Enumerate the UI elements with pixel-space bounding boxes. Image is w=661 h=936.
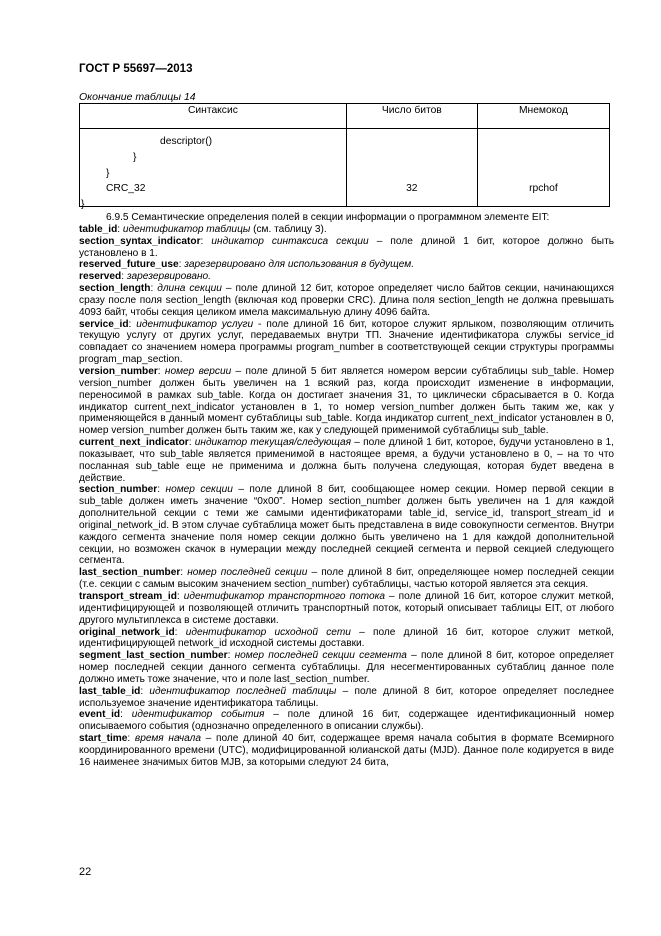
section-heading: 6.9.5 Семантические определения полей в секции информации о программном элементе EIT:: [106, 212, 550, 223]
definition-paragraph: section_length: длина секции – поле длиной 12 бит, которое определяет число байтов секции, начинающихся сразу после поля section_length (включая код проверки CRC). Длина поля section_length не должна превышать 4093 байт, чтобы секция целиком имела максимальную длину 4096 байта.: [79, 283, 614, 318]
field-name: section_length: [79, 283, 151, 295]
field-description: номер версии: [164, 365, 232, 377]
definition-paragraph: transport_stream_id: идентификатор транспортного потока – поле длиной 16 бит, которое служит меткой, идентифицирующей и позволяющей отличить транспортный поток, который описывает таблицы EIT, от любого другого мультиплекса в системе доставки.: [79, 591, 614, 626]
paragraph-text: – поле длиной 1 бит, которое должно быть установлено в 1.: [79, 235, 614, 259]
field-name: transport_stream_id: [79, 591, 177, 602]
paragraph-text: – поле длиной 8 бит, определяющее номер последней секции (т.е. секции с самым высоким значением section_number) субтаблицы, частью которой является эта секция.: [79, 567, 614, 591]
field-description: зарезервировано для использования в будущем.: [184, 259, 415, 271]
document-body: [79, 212, 614, 769]
code-line: }: [133, 152, 137, 163]
field-name: version_number: [79, 365, 158, 377]
field-description: индикатор синтаксиса секции: [211, 235, 369, 247]
code-line: descriptor(): [160, 136, 213, 147]
field-description: индикатор текущая/следующая: [194, 437, 352, 449]
field-description: длина секции: [157, 283, 222, 295]
field-description: идентификатор транспортного потока: [183, 591, 386, 602]
field-name: section_syntax_indicator: [79, 235, 201, 247]
field-name: reserved: [79, 271, 122, 283]
paragraph-text: – поле длиной 8 бит, которое определяет последнее используемое значение идентификатора таблицы.: [79, 685, 614, 709]
field-description: идентификатор события: [131, 709, 265, 721]
code-line: }: [106, 168, 110, 179]
field-description: номер секции: [165, 484, 233, 496]
field-description: номер последней секции: [187, 567, 308, 579]
definition-paragraph: event_id: идентификатор события – поле длиной 16 бит, содержащее идентификационный номер описываемого события (однозначно определенного в описании службы).: [79, 709, 614, 733]
column-header-mnemonic: Мнемокод: [477, 104, 609, 129]
paragraph-text: – поле длиной 16 бит, которое служит меткой, идентифицирующей и позволяющей отличить транспортный поток, который описывает таблицы EIT, от любого другого мультиплекса в системе доставки.: [79, 591, 614, 626]
table-header-row: [80, 104, 610, 129]
paragraph-text: – поле длиной 5 бит является номером версии субтаблицы sub_table. Номер version_number должен быть увеличен на 1 всякий раз, когда происходит изменение в информации, переносимой в рамках sub_table. Когда он достигает значения 31, то циклически сбрасывается в 0. Когда индикатор current_next_indicator установлен в 1, то номер version_number должен быть таким же, как у применяющейся в данный момент субтаблицы sub_table. Когда индикатор current_next_indicator установлен в 0, номер version_number должен быть таким же, как у следующей применимой субтаблицы sub_table.: [79, 365, 614, 437]
definition-paragraph: last_section_number: номер последней секции – поле длиной 8 бит, определяющее номер последней секции (т.е. секции с самым высоким значением section_number) субтаблицы, частью которой является эта секция.: [79, 567, 614, 591]
paragraph-text: – поле длиной 8 бит, которое определяет номер последней секции данного сегмента субтаблицы. Для несегментированных субтаблиц данное поле должно иметь тоже значение, что и поле last_section_number.: [79, 650, 614, 685]
field-description: номер последней секции сегмента: [234, 650, 407, 662]
paragraph-text: - поле длиной 16 бит, которое служит ярлыком, позволяющим отличить текущую услугу от других услуг, передаваемых внутри ТП. Значение идентификатора службы service_id совпадает со значением номера программы program_number в соответствующей секции структуры программы program_map_section.: [79, 318, 614, 366]
field-description: идентификатор таблицы: [122, 223, 251, 235]
field-name: last_table_id: [79, 685, 141, 697]
page-number: 22: [79, 866, 92, 878]
paragraph-text: – поле длиной 12 бит, которое определяет число байтов секции, начинающихся сразу после поля section_length (включая код проверки CRC). Длина поля section_length не должна превышать 4093 байт, чтобы секция целиком имела максимальную длину 4096 байта.: [79, 283, 614, 318]
field-name: service_id: [79, 318, 129, 330]
crc-bits-value: 32: [406, 183, 418, 194]
field-name: reserved_future_use: [79, 259, 179, 271]
definition-paragraph: current_next_indicator: индикатор текущая/следующая – поле длиной 1 бит, которое, будучи установлено в 1, показывает, что sub_table является применимой в настоящее время, а будучи установлено в 0, – на то что посланная sub_table еще не применима и должна быть получена следующая, которая будет введена в действие.: [79, 437, 614, 484]
field-name: event_id: [79, 709, 121, 721]
definition-paragraph: last_table_id: идентификатор последней таблицы – поле длиной 8 бит, которое определяет последнее используемое значение идентификатора таблицы.: [79, 685, 614, 709]
paragraph-text: – поле длиной 16 бит, которое служит меткой, идентифицирующей network_id исходной системы доставки.: [79, 626, 614, 650]
paragraph-text: (см. таблицу 3).: [250, 223, 327, 235]
paragraph-text: – поле длиной 8 бит, сообщающее номер секции. Номер первой секции в sub_table должен иметь значение “0x00”. Номер section_number должен быть увеличен на 1 для каждой дополнительной секции с теми же самыми идентификаторами table_id, service_id, transport_stream_id и original_network_id. В этом случае субтаблица может быть представлена в виде совокупности сегментов. Внутри каждого сегмента значение поля номер секции должно быть увеличено на 1 для каждой дополнительной секции, но возможен скачок в нумерации между последней секцией сегмента и первой секцией следующего сегмента.: [79, 484, 614, 567]
crc-mnemonic-value: rpchof: [529, 183, 558, 194]
paragraph-text: – поле длиной 16 бит, содержащее идентификационный номер описываемого события (однозначно определенного в описании службы).: [79, 709, 614, 733]
definition-paragraph: segment_last_section_number: номер последней секции сегмента – поле длиной 8 бит, которое определяет номер последней секции данного сегмента субтаблицы. Для несегментированных субтаблиц данное поле должно иметь тоже значение, что и поле last_section_number.: [79, 650, 614, 685]
field-name: segment_last_section_number: [79, 650, 228, 662]
table-row: [80, 129, 610, 207]
bits-cell: [346, 129, 477, 207]
field-description: идентификатор исходной сети: [185, 626, 351, 638]
code-line: }: [81, 199, 85, 210]
field-description: идентификатор услуги: [136, 318, 254, 330]
definition-paragraph: reserved: зарезервировано.: [79, 271, 211, 283]
code-line: CRC_32: [106, 183, 146, 194]
mnemonic-cell: [477, 129, 609, 207]
definition-paragraph: section_syntax_indicator: индикатор синтаксиса секции – поле длиной 1 бит, которое должно быть установлено в 1.: [79, 235, 614, 259]
field-name: start_time: [79, 733, 128, 745]
field-description: зарезервировано.: [126, 271, 211, 283]
syntax-table: [79, 103, 610, 210]
definition-paragraph: reserved_future_use: зарезервировано для использования в будущем.: [79, 259, 415, 271]
definition-paragraph: version_number: номер версии – поле длиной 5 бит является номером версии субтаблицы sub_table. Номер version_number должен быть увеличен на 1 всякий раз, когда происходит изменение в информации, переносимой в рамках sub_table. Когда он достигает значения 31, то циклически сбрасывается в 0. Когда индикатор current_next_indicator установлен в 1, то номер version_number должен быть таким же, как у применяющейся в данный момент субтаблицы sub_table. Когда индикатор current_next_indicator установлен в 0, номер version_number должен быть таким же, как у следующей применимой субтаблицы sub_table.: [79, 365, 614, 437]
field-name: original_network_id: [79, 626, 175, 638]
syntax-cell: [80, 129, 347, 210]
table-caption: Окончание таблицы 14: [79, 91, 196, 103]
field-name: section_number: [79, 484, 158, 496]
column-header-bits: Число битов: [346, 104, 477, 129]
field-name: current_next_indicator: [79, 437, 189, 449]
definition-paragraph: original_network_id: идентификатор исходной сети – поле длиной 16 бит, которое служит меткой, идентифицирующей network_id исходной системы доставки.: [79, 626, 614, 650]
definition-paragraph: table_id: идентификатор таблицы (см. таблицу 3).: [79, 223, 327, 235]
document-header: ГОСТ Р 55697—2013: [79, 63, 193, 75]
column-header-syntax: Синтаксис: [80, 104, 347, 129]
definition-paragraph: section_number: номер секции – поле длиной 8 бит, сообщающее номер секции. Номер первой секции в sub_table должен иметь значение “0x00”. Номер section_number должен быть увеличен на 1 для каждой дополнительной секции с теми же самыми идентификаторами table_id, service_id, transport_stream_id и original_network_id. В этом случае субтаблица может быть представлена в виде совокупности сегментов. Внутри каждого сегмента значение поля номер секции должно быть увеличено на 1 для каждой дополнительной секции, но возможен скачок в нумерации между последней секцией сегмента и первой секцией следующего сегмента.: [79, 484, 614, 567]
definition-paragraph: start_time: время начала – поле длиной 40 бит, содержащее время начала события в формате Всемирного координированного времени (UTC), модифицированной юлианской даты (MJD). Данное поле кодируется в виде 16 наименее значимых битов MJB, за которыми следуют 24 бита,: [79, 733, 614, 768]
field-name: last_section_number: [79, 567, 181, 579]
field-description: время начала: [134, 733, 201, 745]
paragraph-text: – поле длиной 1 бит, которое, будучи установлено в 1, показывает, что sub_table является применимой в настоящее время, а будучи установлено в 0, – на то что посланная sub_table еще не применима и должна быть получена следующая, которая будет введена в действие.: [79, 437, 614, 484]
definition-paragraph: service_id: идентификатор услуги - поле длиной 16 бит, которое служит ярлыком, позволяющим отличить текущую услугу от других услуг, передаваемых внутри ТП. Значение идентификатора службы service_id совпадает со значением номера программы program_number в соответствующей секции структуры программы program_map_section.: [79, 318, 614, 366]
paragraph-text: – поле длиной 40 бит, содержащее время начала события в формате Всемирного координированного времени (UTC), модифицированной юлианской даты (MJD). Данное поле кодируется в виде 16 наименее значимых битов MJB, за которыми следуют 24 бита,: [79, 733, 614, 768]
field-name: table_id: [79, 223, 118, 235]
field-description: идентификатор последней таблицы: [149, 685, 337, 697]
